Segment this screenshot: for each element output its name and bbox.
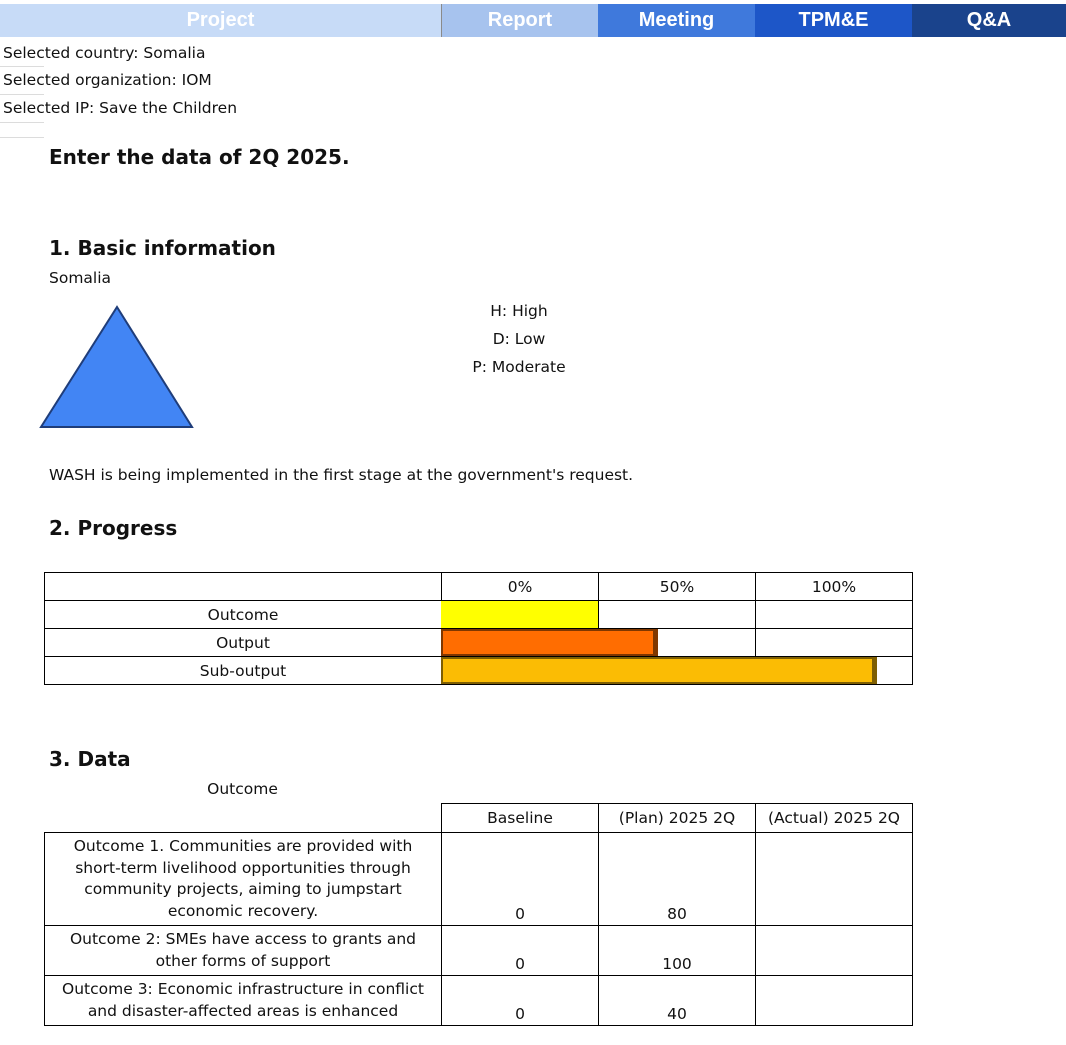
basic-note: WASH is being implemented in the first stage at the government's request. [49, 466, 634, 484]
baseline-cell[interactable]: 0 [442, 926, 599, 976]
basic-country: Somalia [49, 269, 112, 287]
data-row [45, 833, 913, 926]
actual-cell[interactable] [756, 976, 913, 1026]
risk-triangle-icon [38, 304, 196, 430]
data-subheading: Outcome [207, 780, 278, 798]
scale-100: 100% [756, 573, 913, 601]
empty-cell [599, 601, 756, 629]
section-progress-heading: 2. Progress [49, 516, 178, 540]
rating-p: P: Moderate [472, 358, 566, 376]
section-data-heading: 3. Data [49, 747, 131, 771]
progress-bar [441, 629, 658, 656]
progress-bar [441, 657, 877, 684]
nav-tab-meeting[interactable]: Meeting [598, 4, 755, 37]
instruction-heading: Enter the data of 2Q 2025. [49, 145, 350, 169]
scale-50: 50% [599, 573, 756, 601]
empty-cell [756, 629, 913, 657]
column-header: (Plan) 2025 2Q [599, 804, 756, 833]
nav-tab-tpme[interactable]: TPM&E [755, 4, 912, 37]
actual-cell[interactable] [756, 926, 913, 976]
risk-ratings [440, 297, 598, 381]
empty-cell [45, 573, 442, 601]
rating-d: D: Low [492, 330, 546, 348]
triangle-shape [41, 307, 192, 427]
baseline-cell[interactable]: 0 [442, 976, 599, 1026]
plan-cell[interactable]: 40 [599, 976, 756, 1026]
empty-cell [45, 804, 442, 833]
row-divider [0, 94, 44, 95]
nav-tab-project[interactable]: Project [0, 4, 441, 37]
progress-bar [441, 601, 598, 628]
selected-country: Selected country: Somalia [3, 44, 206, 62]
outcome-name: Outcome 2: SMEs have access to grants and other forms of support [45, 926, 442, 976]
empty-cell [756, 601, 913, 629]
data-table [44, 803, 913, 1026]
section-basic-heading: 1. Basic information [49, 236, 276, 260]
data-row [45, 926, 913, 976]
nav-tab-report[interactable]: Report [441, 4, 598, 37]
data-header-row [45, 804, 913, 833]
data-row [45, 976, 913, 1026]
row-divider [0, 66, 44, 67]
column-header: Baseline [442, 804, 599, 833]
baseline-cell[interactable]: 0 [442, 833, 599, 926]
row-divider [0, 122, 44, 123]
outcome-name: Outcome 3: Economic infrastructure in conflict and disaster-affected areas is enhanced [45, 976, 442, 1026]
selected-ip: Selected IP: Save the Children [3, 99, 238, 117]
scale-0: 0% [442, 573, 599, 601]
selected-organization: Selected organization: IOM [3, 71, 212, 89]
nav-tab-qa[interactable]: Q&A [912, 4, 1066, 37]
plan-cell[interactable]: 100 [599, 926, 756, 976]
progress-row-label: Output [45, 629, 442, 657]
progress-row-label: Outcome [45, 601, 442, 629]
plan-cell[interactable]: 80 [599, 833, 756, 926]
row-divider [0, 137, 44, 138]
outcome-name: Outcome 1. Communities are provided with short-term livelihood opportunities through community projects, aiming to jumpstart economic recovery. [45, 833, 442, 926]
rating-h: H: High [490, 302, 548, 320]
progress-row-label: Sub-output [45, 657, 442, 685]
actual-cell[interactable] [756, 833, 913, 926]
column-header: (Actual) 2025 2Q [756, 804, 913, 833]
progress-scale-row [45, 573, 913, 601]
